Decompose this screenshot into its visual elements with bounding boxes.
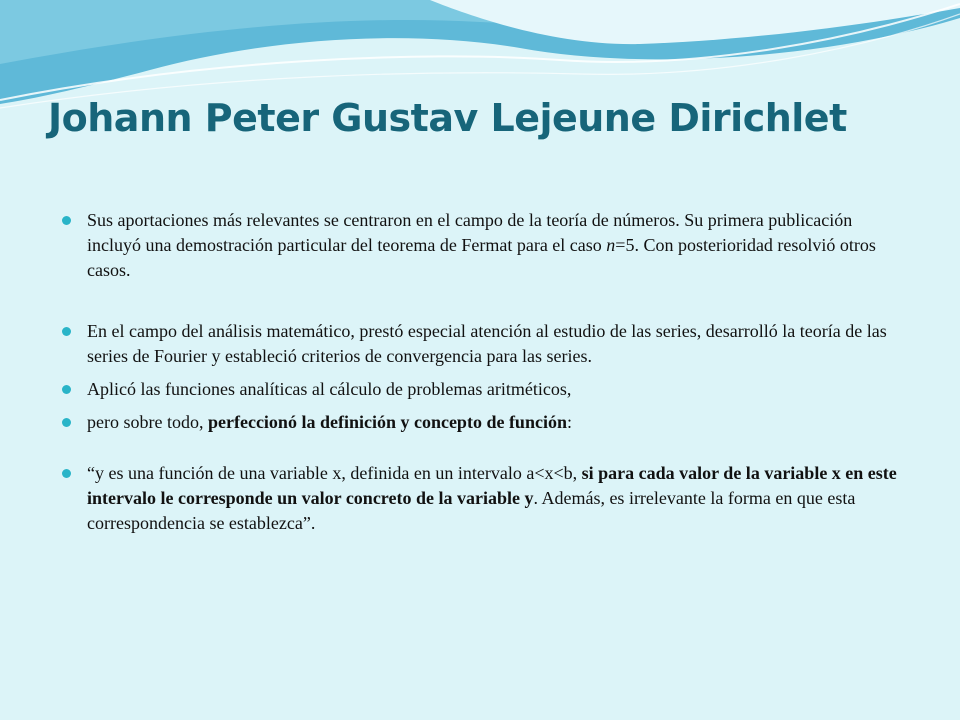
- bullet-italic-variable: n: [606, 235, 616, 255]
- slide-title: Johann Peter Gustav Lejeune Dirichlet: [48, 96, 847, 140]
- bullet-text: :: [566, 412, 572, 432]
- bullet-text: . Además, es irrelevante la forma en que esta correspondencia se establezca”.: [87, 488, 856, 533]
- bullet-bold-text: si para cada valor de la variable x en este intervalo le corresponde un valor concreto de la variable y: [87, 463, 897, 508]
- bullet-dot-icon: [62, 216, 71, 225]
- bullet-text: Aplicó las funciones analíticas al cálculo de problemas aritméticos,: [87, 379, 572, 399]
- bullet-text: Sus aportaciones más relevantes se centraron en el campo de la teoría de números. Su primera publicación incluyó una demostración particular del teorema de Fermat para el caso: [87, 210, 853, 255]
- bullet-text: pero sobre todo,: [87, 412, 208, 432]
- bullet-analysis: [60, 319, 910, 369]
- bullet-text: =5. Con posterioridad resolvió otros casos.: [87, 235, 876, 280]
- bullet-list: [60, 208, 910, 536]
- bullet-analytic-functions: [60, 377, 910, 402]
- bullet-number-theory: [60, 208, 910, 283]
- bullet-text: En el campo del análisis matemático, prestó especial atención al estudio de las series, desarrolló la teoría de las series de Fourier y estableció criterios de convergencia para las series.: [87, 321, 887, 366]
- bullet-bold-text: perfeccionó la definición y concepto de función: [207, 412, 567, 432]
- bullet-text: “y es una función de una variable x, definida en un intervalo a<x<b,: [87, 463, 582, 483]
- bullet-dot-icon: [62, 418, 71, 427]
- bullet-function-definition-quote: [60, 461, 910, 536]
- bullet-dot-icon: [62, 327, 71, 336]
- bullet-dot-icon: [62, 469, 71, 478]
- bullet-dot-icon: [62, 385, 71, 394]
- bullet-function-concept: [60, 410, 910, 435]
